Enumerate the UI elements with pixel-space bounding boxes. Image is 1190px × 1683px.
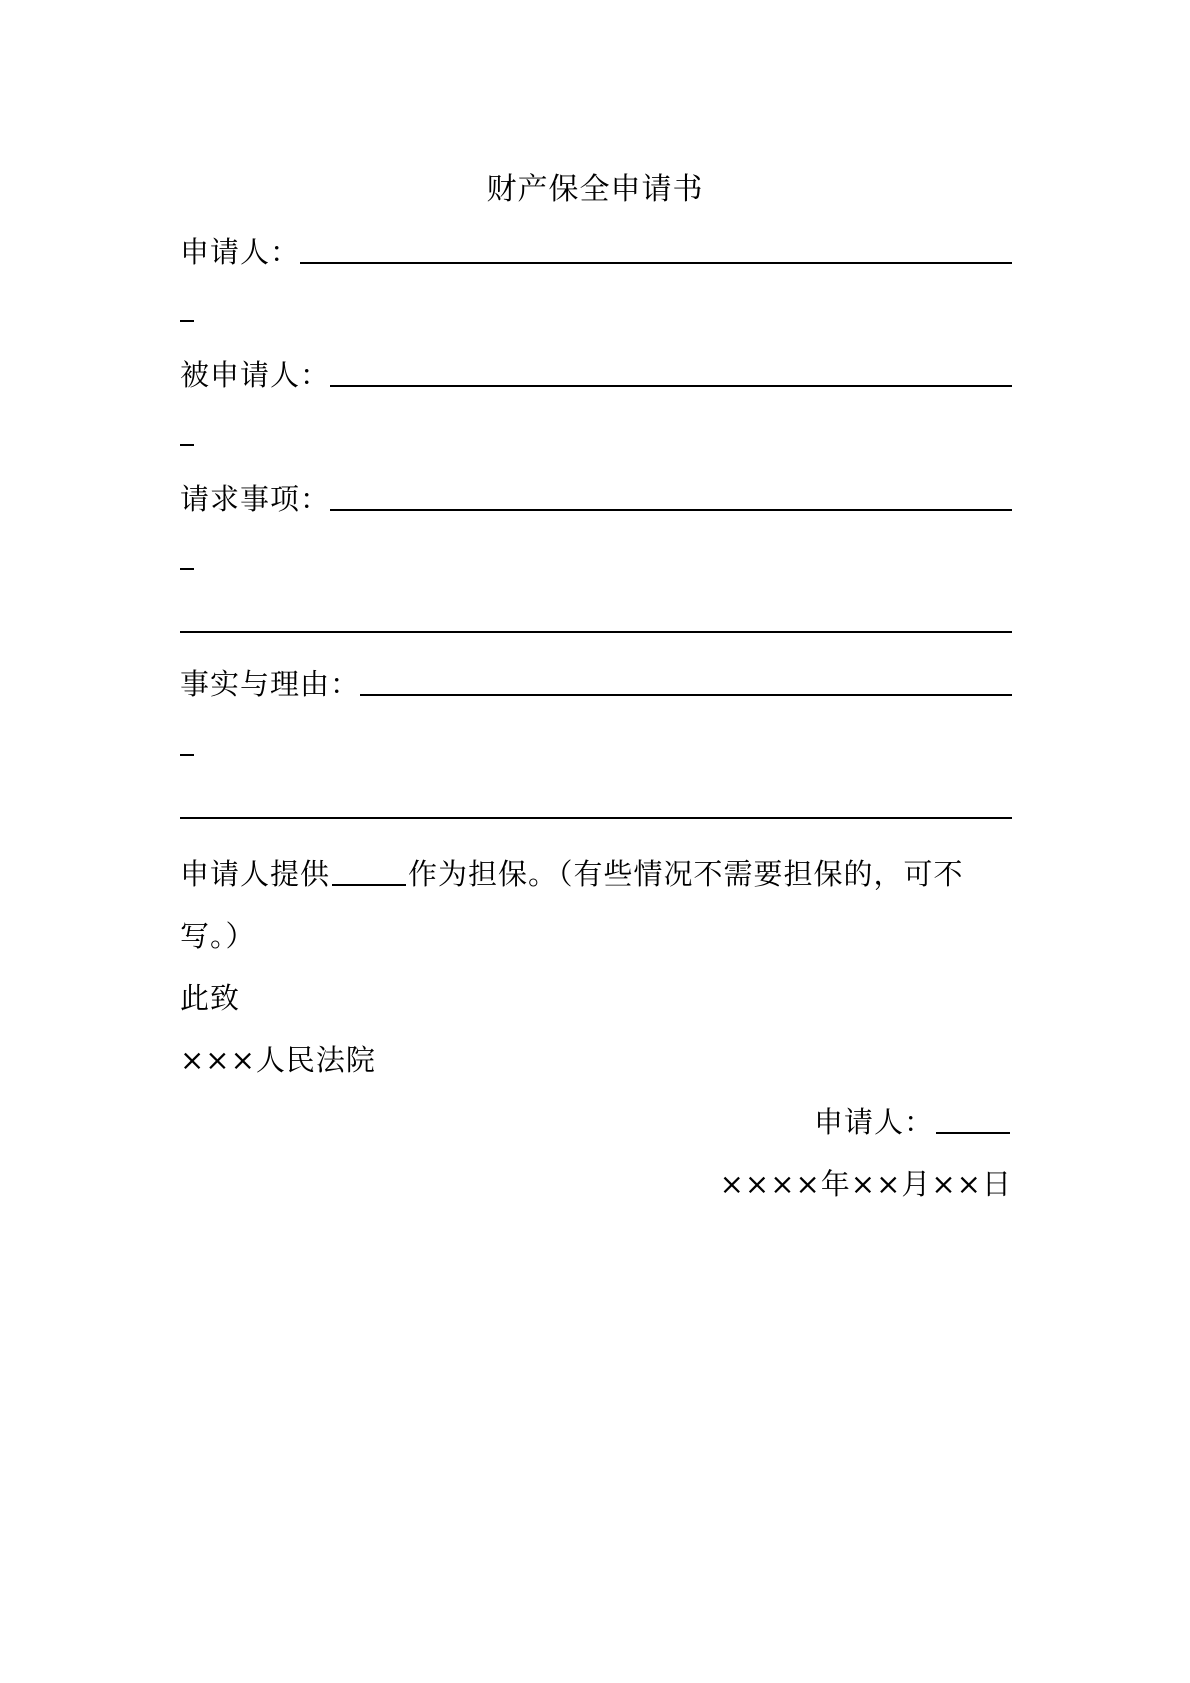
facts-label: 事实与理由：: [180, 667, 361, 701]
signature-label: 申请人：: [813, 1105, 934, 1139]
claims-extra-line[interactable]: [180, 631, 1012, 633]
date-line: ××××年××月××日: [719, 1167, 1012, 1201]
guarantee-prefix: 申请人提供: [180, 857, 331, 891]
respondent-blank[interactable]: [330, 361, 1012, 387]
guarantee-blank[interactable]: [332, 860, 406, 886]
signature-blank[interactable]: [936, 1108, 1010, 1134]
facts-blank[interactable]: [360, 670, 1012, 696]
claims-row: [180, 481, 1012, 517]
applicant-blank[interactable]: [300, 238, 1012, 264]
respondent-label: 被申请人：: [180, 358, 331, 392]
document-title: 财产保全申请书: [486, 172, 704, 207]
respondent-continuation-dash: [180, 444, 194, 446]
guarantee-line: [180, 856, 964, 892]
facts-extra-line[interactable]: [180, 817, 1012, 819]
court-name: ×××人民法院: [180, 1043, 376, 1077]
claims-label: 请求事项：: [180, 482, 331, 516]
claims-continuation-dash: [180, 568, 194, 570]
respondent-row: [180, 357, 1012, 393]
guarantee-suffix: 作为担保。（有些情况不需要担保的，可不: [408, 857, 964, 891]
applicant-label: 申请人：: [180, 235, 301, 269]
signature-line: [814, 1104, 1012, 1140]
claims-blank[interactable]: [330, 485, 1012, 511]
closing-salutation: 此致: [180, 981, 241, 1015]
facts-row: [180, 666, 1012, 702]
applicant-row: [180, 234, 1012, 270]
facts-continuation-dash: [180, 754, 194, 756]
applicant-continuation-dash: [180, 320, 194, 322]
guarantee-continuation: 写。）: [180, 919, 256, 953]
